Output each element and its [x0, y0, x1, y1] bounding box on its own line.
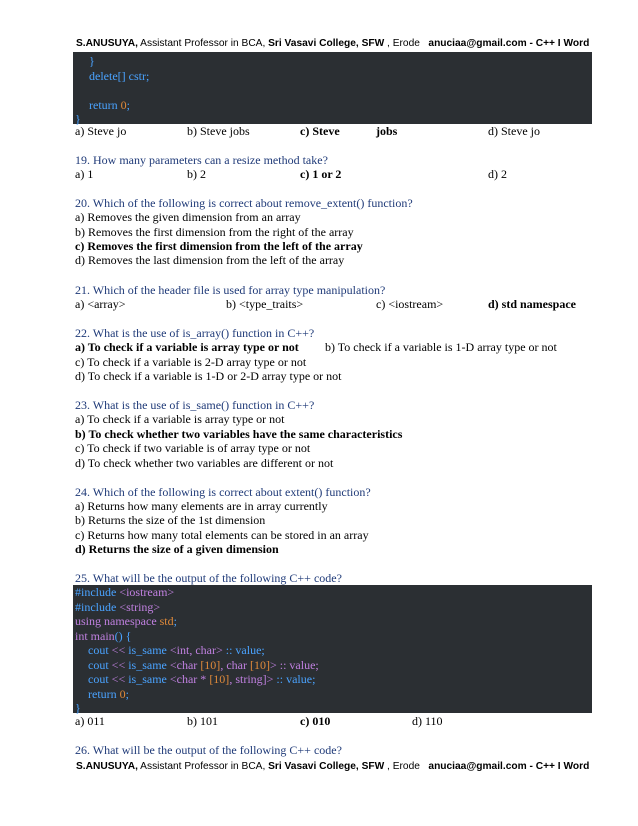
code-close-brace-2: }	[75, 701, 81, 715]
code-include-kw-2: #include	[75, 599, 120, 614]
q20-option-b: b) Removes the first dimension from the right of the array	[75, 225, 354, 239]
code-include-string: <string>	[119, 599, 161, 614]
q25-option-d: d) 110	[412, 714, 443, 728]
q23-option-c: c) To check if two variable is of array type or not	[75, 441, 311, 455]
code-include-iostream: <iostream>	[119, 585, 175, 599]
q19-question: 19. How many parameters can a resize method take?	[75, 153, 328, 167]
q23-option-d: d) To check whether two variables are different or not	[75, 456, 334, 470]
q23-option-b: b) To check whether two variables have the same characteristics	[75, 427, 403, 441]
q20-question: 20. Which of the following is correct about remove_extent() function?	[75, 196, 413, 210]
header-author: S.ANUSUYA,	[76, 38, 138, 49]
footer-author: S.ANUSUYA,	[76, 761, 138, 772]
footer-college: Sri Vasavi College, SFW	[268, 761, 385, 772]
code-brace: }	[89, 54, 95, 68]
code-end-3: :: value;	[276, 672, 316, 686]
code-end-2: > :: value;	[269, 657, 319, 672]
code-return: return	[89, 97, 121, 112]
q21-option-d: d) std namespace	[488, 297, 577, 311]
code-delete: delete[] cstr;	[89, 68, 150, 83]
q25-option-c: c) 010	[300, 714, 331, 728]
q25-option-b: b) 101	[187, 714, 218, 728]
code-std: std	[159, 614, 174, 628]
code-fn-3: is_same	[128, 672, 170, 686]
code-op-1: <<	[111, 643, 129, 657]
q25-option-a: a) 011	[75, 714, 105, 728]
code-using: using namespace	[75, 614, 160, 628]
code-return-end: ;	[126, 97, 130, 112]
q25-question: 25. What will be the output of the following C++ code?	[75, 571, 342, 585]
q21-option-c: c) <iostream>	[376, 297, 444, 311]
q22-option-b: b) To check if a variable is 1-D array type or not	[325, 340, 557, 354]
q22-option-a: a) To check if a variable is array type or not	[75, 340, 299, 354]
header-college: Sri Vasavi College, SFW	[268, 38, 385, 49]
code-close-brace: }	[75, 112, 81, 126]
code-t2-3: , string]>	[229, 672, 277, 686]
q24-option-a: a) Returns how many elements are in array currently	[75, 499, 328, 513]
code-n1-3: [10]	[209, 672, 230, 686]
code-cout-3: cout	[88, 672, 112, 686]
footer-email: anuciaa@gmail.com - C++ I Word	[428, 761, 590, 772]
header-email: anuciaa@gmail.com - C++ I Word	[428, 38, 590, 49]
code-return-end-2: ;	[125, 686, 129, 701]
code-end-1: :: value;	[225, 643, 265, 657]
q24-option-c: c) Returns how many total elements can be stored in an array	[75, 528, 369, 542]
code-args-1: <int, char>	[169, 643, 226, 657]
code-cout-2: cout	[88, 657, 112, 672]
page-footer	[76, 761, 589, 772]
code-fn-1: is_same	[128, 643, 170, 657]
q23-option-a: a) To check if a variable is array type or not	[75, 412, 285, 426]
q24-question: 24. Which of the following is correct about extent() function?	[75, 485, 371, 499]
code-main-end: () {	[114, 628, 132, 643]
q22-option-c: c) To check if a variable is 2-D array type or not	[75, 355, 307, 369]
q21-option-b: b) <type_traits>	[226, 297, 304, 311]
code-n2-2: [10]	[249, 657, 270, 672]
code-block-q25	[73, 585, 592, 713]
q24-option-b: b) Returns the size of the 1st dimension	[75, 513, 266, 527]
q20-option-d: d) Removes the last dimension from the left of the array	[75, 253, 345, 267]
q19-option-b: b) 2	[187, 167, 206, 181]
q20-option-c: c) Removes the first dimension from the left of the array	[75, 239, 363, 253]
q22-question: 22. What is the use of is_array() function in C++?	[75, 326, 315, 340]
code-return-num: 0	[120, 97, 127, 112]
q18-option-b: b) Steve jobs	[187, 124, 250, 138]
code-return-num-2: 0	[119, 686, 126, 701]
code-t1-2: <char	[169, 657, 201, 672]
q18-option-a: a) Steve jo	[75, 124, 127, 138]
code-op-2: <<	[111, 657, 129, 672]
header-role: Assistant Professor in BCA,	[137, 38, 269, 49]
code-include-kw: #include	[75, 585, 120, 599]
code-t2-2: , char	[220, 657, 250, 672]
code-op-3: <<	[111, 672, 129, 686]
code-using-end: ;	[173, 614, 177, 628]
footer-place: , Erode	[384, 761, 420, 772]
code-block-top	[73, 52, 592, 124]
q23-question: 23. What is the use of is_same() function in C++?	[75, 398, 315, 412]
q18-option-c-cont: jobs	[376, 124, 398, 138]
q20-option-a: a) Removes the given dimension from an array	[75, 210, 301, 224]
page-header-top	[76, 38, 589, 49]
q21-option-a: a) <array>	[75, 297, 126, 311]
q18-option-c: c) Steve	[300, 124, 340, 138]
code-t1-3: <char *	[169, 672, 210, 686]
q26-question: 26. What will be the output of the following C++ code?	[75, 743, 342, 757]
footer-role: Assistant Professor in BCA,	[137, 761, 269, 772]
code-main-kw: int main	[75, 628, 115, 643]
header-place: , Erode	[384, 38, 420, 49]
q19-option-d: d) 2	[488, 167, 507, 181]
q21-question: 21. Which of the header file is used for array type manipulation?	[75, 283, 386, 297]
q18-option-d: d) Steve jo	[488, 124, 540, 138]
q24-option-d: d) Returns the size of a given dimension	[75, 542, 279, 556]
q19-option-c: c) 1 or 2	[300, 167, 342, 181]
code-fn-2: is_same	[128, 657, 170, 672]
code-n1-2: [10]	[200, 657, 221, 672]
code-cout-1: cout	[88, 643, 112, 657]
q22-option-d: d) To check if a variable is 1-D or 2-D array type or not	[75, 369, 342, 383]
code-return-kw: return	[88, 686, 120, 701]
q19-option-a: a) 1	[75, 167, 94, 181]
